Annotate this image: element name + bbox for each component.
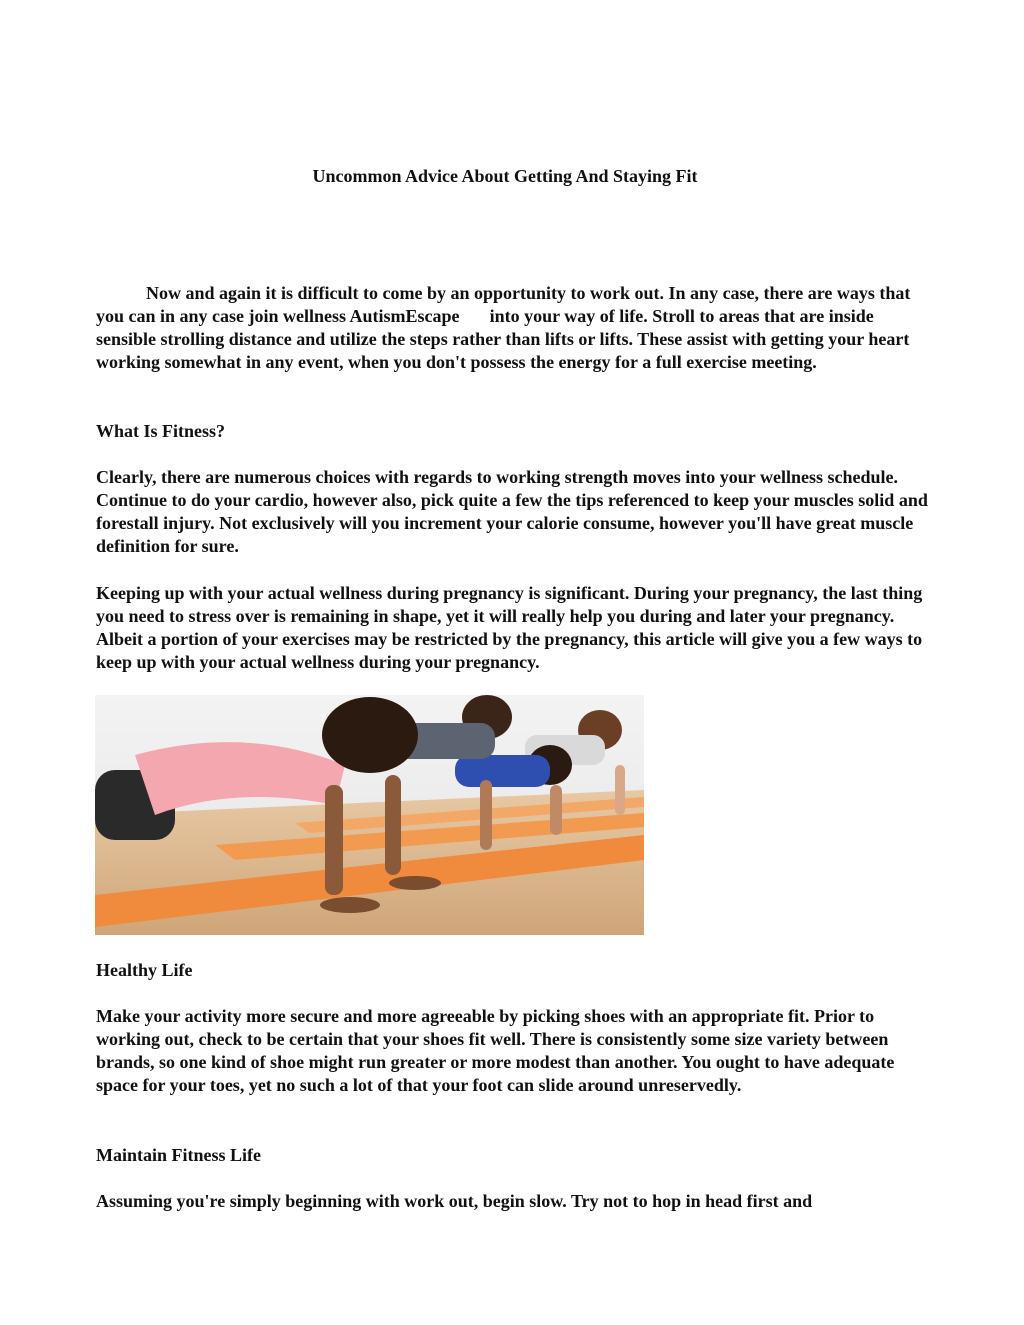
intro-text-start: Now and again it is difficult to come by an opportunity to work out. In any case, there are ways that you can in any case join wellness [96, 283, 911, 326]
page-title: Uncommon Advice About Getting And Staying Fit [312, 166, 698, 186]
heading-healthy-life: Healthy Life [96, 960, 193, 980]
intro-text-end: into your way of life. Stroll to areas that are inside sensible strolling distance and utilize the steps rather than lifts or lifts. These assist with getting your heart working somewhat in any event, when you don't possess the energy for a full exercise meeting. [96, 306, 910, 372]
paragraph-begin-slow: Assuming you're simply beginning with work out, begin slow. Try not to hop in head first and [96, 1191, 813, 1211]
intro-paragraph [96, 282, 931, 374]
autismescape-link[interactable]: AutismEscape [349, 306, 460, 326]
fitness-class-pushups-photo [95, 695, 644, 935]
heading-what-is-fitness: What Is Fitness? [96, 421, 226, 441]
paragraph-shoes: Make your activity more secure and more agreeable by picking shoes with an appropriate fit. Prior to working out, check to be certain that your shoes fit well. There is consistently some size variety between brands, so one kind of shoe might run greater or more modest than another. You ought to have adequate space for your toes, yet no such a lot of that your foot can slide around unreservedly. [96, 1006, 895, 1095]
paragraph-strength: Clearly, there are numerous choices with regards to working strength moves into your wellness schedule. Continue to do your cardio, however also, pick quite a few the tips referenced to keep your muscles solid and forestall injury. Not exclusively will you increment your calorie consume, however you'll have great muscle definition for sure. [96, 467, 928, 556]
heading-maintain-fitness-life: Maintain Fitness Life [96, 1145, 261, 1165]
paragraph-pregnancy: Keeping up with your actual wellness during pregnancy is significant. During your pregnancy, the last thing you need to stress over is remaining in shape, yet it will really help you during and later your pregnancy. Albeit a portion of your exercises may be restricted by the pregnancy, this article will give you a few ways to keep up with your actual wellness during your pregnancy. [96, 583, 923, 672]
